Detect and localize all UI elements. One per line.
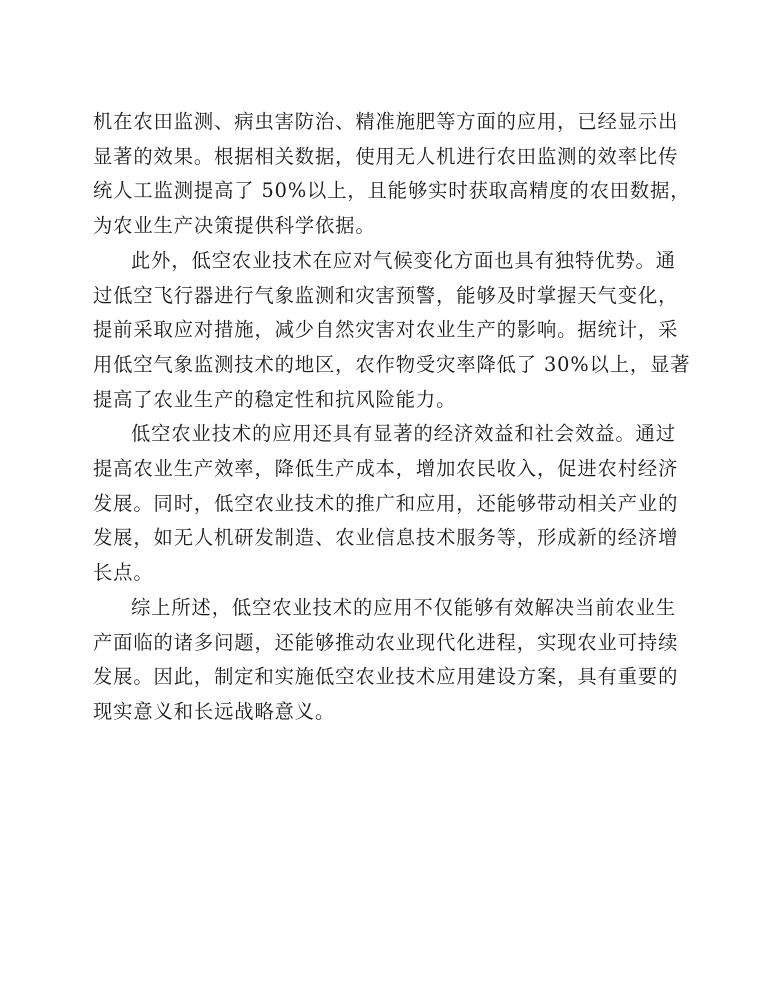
document-body: [93, 105, 691, 730]
text-line: 为农业生产决策提供科学依据。: [93, 214, 376, 238]
paragraph-1: [93, 105, 691, 244]
text-line: 提高农业生产效率，降低生产成本，增加农民收入，促进农村经济: [93, 457, 679, 481]
text-line: 发展。同时，低空农业技术的推广和应用，还能够带动相关产业的: [93, 491, 679, 515]
text-line: 显著的效果。根据相关数据，使用无人机进行农田监测的效率比传: [93, 144, 679, 168]
text-line: 统人工监测提高了 50%以上，且能够实时获取高精度的农田数据，: [93, 179, 691, 203]
text-line: 提高了农业生产的稳定性和抗风险能力。: [93, 387, 457, 411]
text-line: 此外，低空农业技术在应对气候变化方面也具有独特优势。通: [131, 248, 676, 272]
text-line: 综上所述，低空农业技术的应用不仅能够有效解决当前农业生: [131, 595, 676, 619]
paragraph-3: [93, 417, 679, 591]
text-line: 提前采取应对措施，减少自然灾害对农业生产的影响。据统计，采: [93, 318, 679, 342]
text-line: 发展。因此，制定和实施低空农业技术应用建设方案，具有重要的: [93, 665, 679, 689]
text-line: 用低空气象监测技术的地区，农作物受灾率降低了 30%以上，显著: [93, 352, 691, 376]
paragraph-4: [93, 591, 679, 730]
paragraph-2: [93, 244, 691, 418]
text-line: 发展，如无人机研发制造、农业信息技术服务等，形成新的经济增: [93, 526, 679, 550]
text-line: 机在农田监测、病虫害防治、精准施肥等方面的应用，已经显示出: [93, 110, 679, 133]
text-line: 过低空飞行器进行气象监测和灾害预警，能够及时掌握天气变化，: [93, 283, 679, 307]
text-line: 产面临的诸多问题，还能够推动农业现代化进程，实现农业可持续: [93, 630, 679, 654]
text-line: 长点。: [93, 561, 154, 585]
text-line: 现实意义和长远战略意义。: [93, 699, 336, 723]
text-line: 低空农业技术的应用还具有显著的经济效益和社会效益。通过: [131, 422, 676, 446]
